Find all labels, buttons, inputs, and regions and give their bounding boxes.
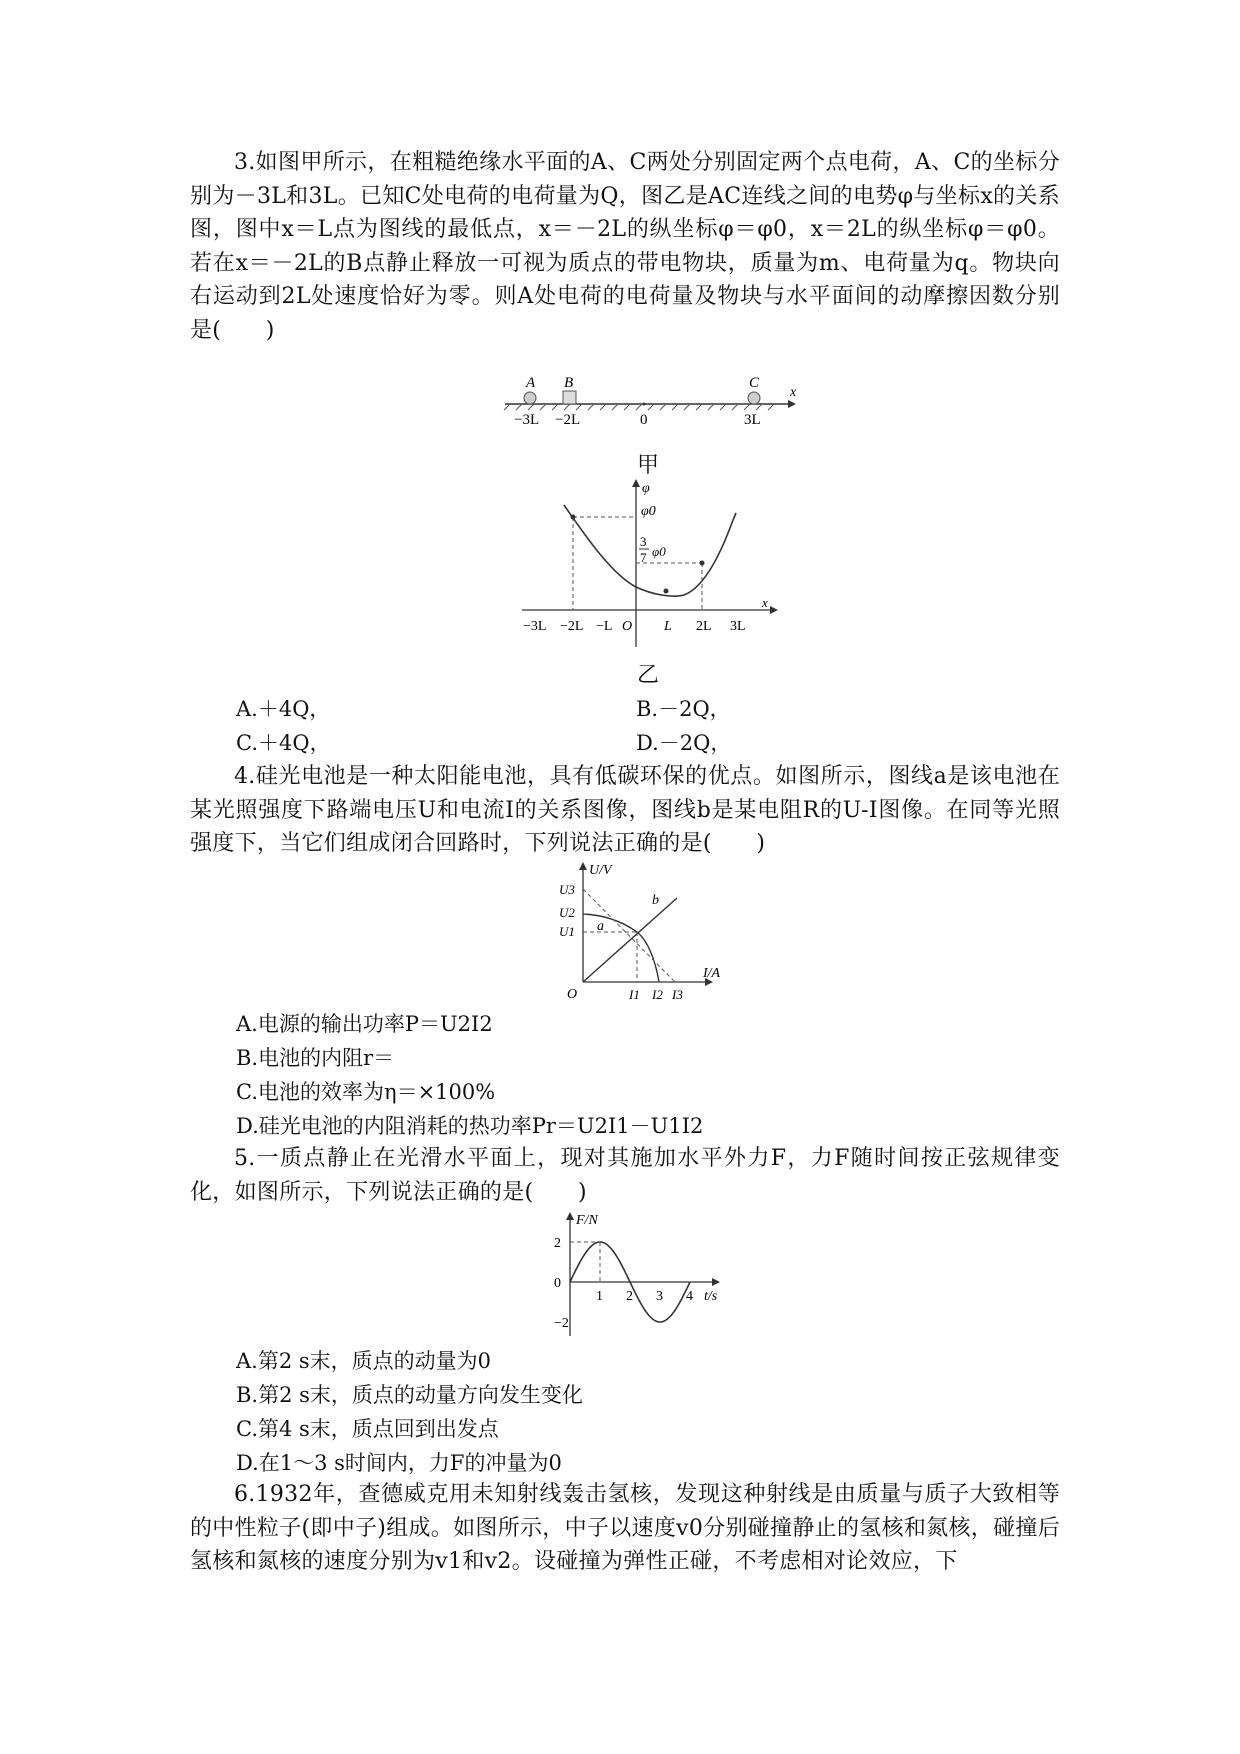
label-a: A <box>526 375 536 391</box>
figure-yi-caption: 乙 <box>637 663 660 688</box>
x-tick-label: 4 <box>686 1289 693 1304</box>
figure-jia <box>500 372 800 432</box>
frac-numerator: 3 <box>640 534 647 549</box>
figure-q5-chart <box>548 1212 748 1342</box>
curve-b-label: b <box>652 893 659 908</box>
charge-a <box>524 392 536 404</box>
label-c: C <box>749 375 760 391</box>
origin-label: O <box>567 987 578 1002</box>
q4-option-a[interactable]: A.电源的输出功率P＝U2I2 <box>236 1012 493 1036</box>
tick-l: L <box>664 619 672 634</box>
q4-option-c[interactable]: C.电池的效率为η＝×100% <box>236 1080 496 1104</box>
tick-neg2l: −2L <box>560 619 584 634</box>
y-axis-label: F/N <box>576 1213 598 1228</box>
y-axis-arrow <box>566 1212 574 1220</box>
tick-3l: 3L <box>744 412 761 428</box>
question-3-text: 3.如图甲所示，在粗糙绝缘水平面的A、C两处分别固定两个点电荷，A、C的坐标分别为－3L和3L。已知C处电荷的电荷量为Q，图乙是AC连线之间的电势φ与坐标x的关系图，图中x＝L点为图线的最低点，x＝－2L的纵坐标φ＝φ0，x＝2L的纵坐标φ＝φ0。若在x＝－2L的B点静止释放一可视为质点的带电物块，质量为m、电荷量为q。物块向右运动到2L处速度恰好为零。则A处电荷的电荷量及物块与水平面间的动摩擦因数分别是( ) <box>190 150 1060 343</box>
tick-i1: I1 <box>629 987 640 1002</box>
tick-neg3l: −3L <box>523 619 547 634</box>
axis-i-label: I/A <box>703 966 721 981</box>
q5-option-c[interactable]: C.第4 s末，质点回到出发点 <box>236 1417 499 1441</box>
x-tick-label: 1 <box>596 1289 603 1304</box>
tick-u3: U3 <box>559 882 575 897</box>
q3-option-b[interactable]: B.－2Q， <box>636 697 731 721</box>
q5-option-a[interactable]: A.第2 s末，质点的动量为0 <box>236 1349 492 1373</box>
question-5-text: 5.一质点静止在光滑水平面上，现对其施加水平外力F，力F随时间按正弦规律变化，如图所示，下列说法正确的是( ) <box>190 1146 1060 1205</box>
question-4-text: 4.硅光电池是一种太阳能电池，具有低碳环保的优点。如图所示，图线a是该电池在某光照强度下路端电压U和电流I的关系图像，图线b是某电阻R的U-I图像。在同等光照强度下，当它们组成闭合回路时，下列说法正确的是( ) <box>190 764 1060 856</box>
question-6-text: 6.1932年，查德威克用未知射线轰击氢核，发现这种射线是由质量与质子大致相等的中性粒子(即中子)组成。如图所示，中子以速度v0分别碰撞静止的氢核和氮核，碰撞后氢核和氮核的速度分别为v1和v2。设碰撞为弹性正碰，不考虑相对论效应，下 <box>190 1482 1060 1574</box>
y-tick-label: −2 <box>554 1316 569 1331</box>
x-tick-label: 2 <box>626 1289 633 1304</box>
charge-c <box>748 392 760 404</box>
x-axis-label: t/s <box>704 1289 718 1304</box>
figure-yi <box>518 475 788 655</box>
q5-option-d[interactable]: D.在1～3 s时间内，力F的冲量为0 <box>236 1451 562 1475</box>
figure-q4-ui <box>545 860 750 1008</box>
axis-x-label: x <box>762 595 768 610</box>
q5-option-b[interactable]: B.第2 s末，质点的动量方向发生变化 <box>236 1383 583 1407</box>
tick-neg2l: −2L <box>555 412 581 428</box>
axis-phi-label: φ <box>642 481 650 496</box>
q4-option-d[interactable]: D.硅光电池的内阻消耗的热功率Pr＝U2I1－U1I2 <box>236 1114 704 1138</box>
x-tick-label: 3 <box>656 1289 663 1304</box>
tick-2l: 2L <box>696 619 712 634</box>
q3-option-a[interactable]: A.＋4Q， <box>236 697 331 721</box>
tick-i3: I3 <box>672 987 683 1002</box>
tick-negl: −L <box>596 619 613 634</box>
figure-jia-caption: 甲 <box>637 453 660 478</box>
block-b <box>563 391 576 404</box>
label-b: B <box>564 375 574 391</box>
frac-denominator: 7 <box>640 550 647 565</box>
phi0-label: φ0 <box>641 504 656 519</box>
curve-a-label: a <box>597 919 604 934</box>
axis-x-label: x <box>790 385 797 400</box>
q3-option-c[interactable]: C.＋4Q， <box>236 731 331 755</box>
y-tick-label: 2 <box>554 1236 561 1251</box>
frac-phi0: φ0 <box>652 544 666 559</box>
tick-zero: 0 <box>640 412 648 428</box>
y-tick-label: 0 <box>554 1276 561 1291</box>
tick-neg3l: −3L <box>514 412 540 428</box>
tick-i2: I2 <box>652 987 663 1002</box>
tick-3l: 3L <box>730 619 746 634</box>
q3-option-d[interactable]: D.－2Q， <box>636 731 732 755</box>
tick-u2: U2 <box>559 905 575 920</box>
origin-label: O <box>622 619 633 634</box>
axis-u-label: U/V <box>589 863 612 878</box>
q4-option-b[interactable]: B.电池的内阻r＝ <box>236 1046 395 1070</box>
tick-u1: U1 <box>559 924 575 939</box>
x-axis-arrow <box>712 1278 720 1286</box>
